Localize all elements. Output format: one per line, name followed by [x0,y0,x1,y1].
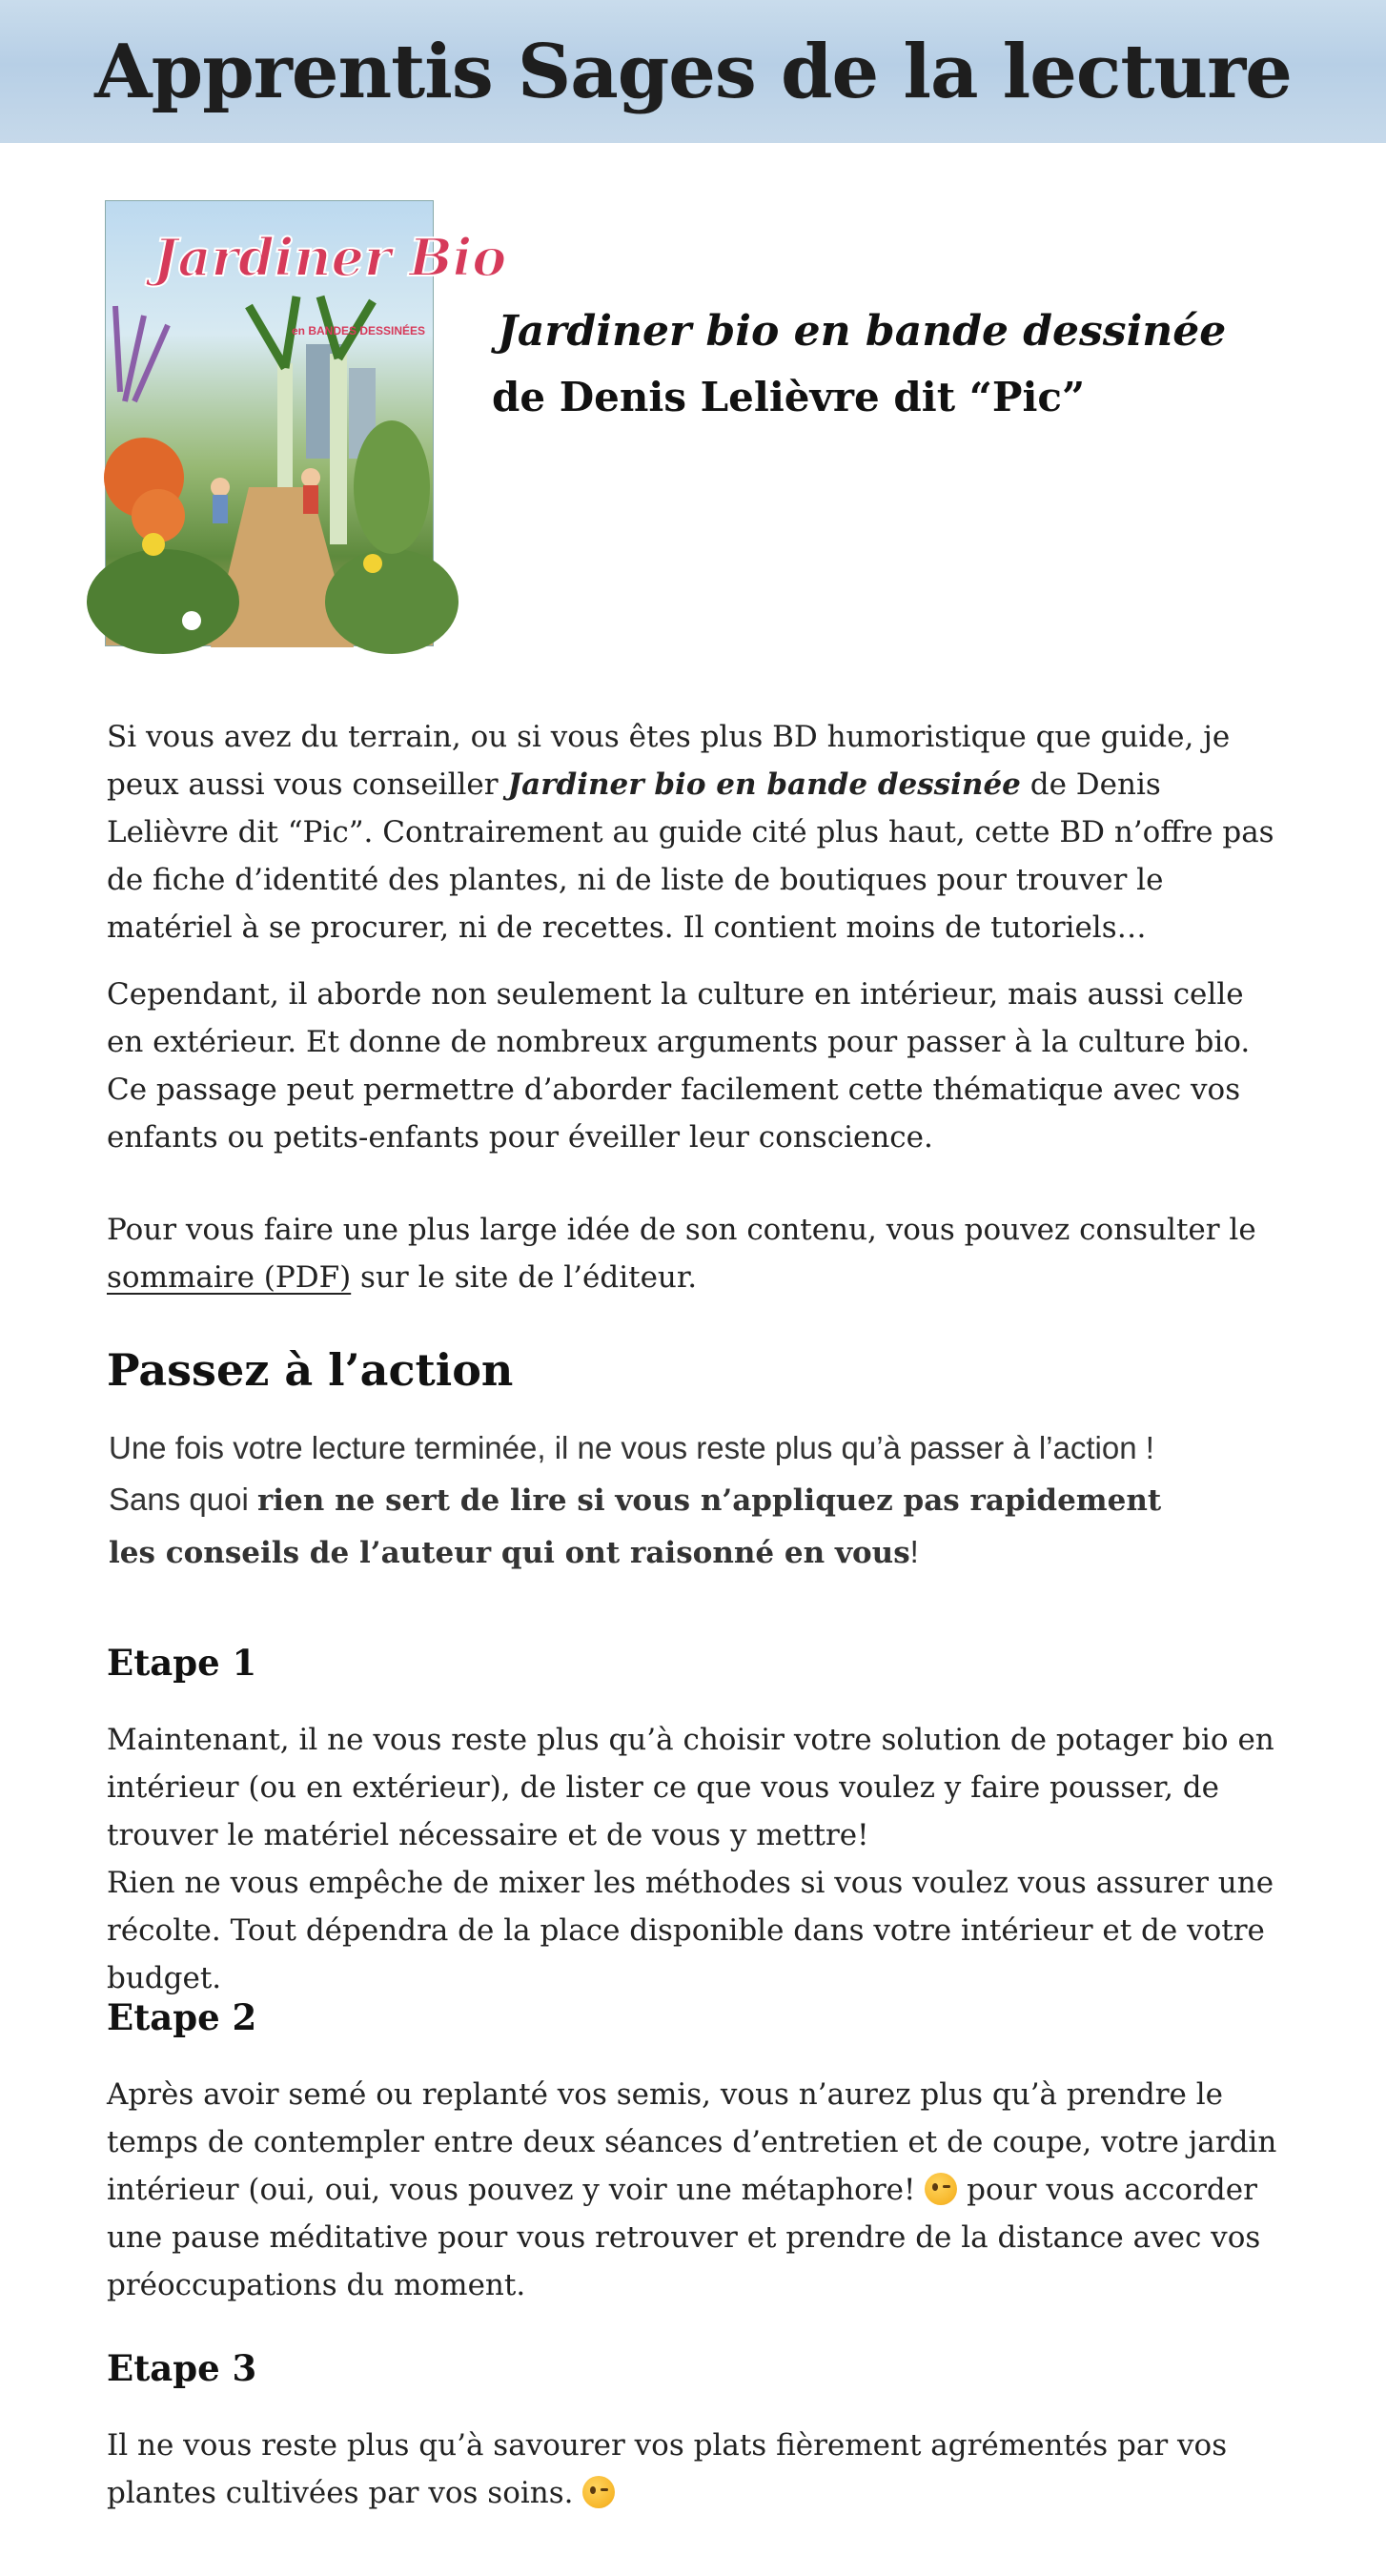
book-author: de Denis Lelièvre dit “Pic” [492,374,1086,420]
step-1-heading: Etape 1 [107,1642,257,1684]
step-3-heading: Etape 3 [107,2347,257,2389]
step-2-text-before: Après avoir semé ou replanté vos semis, vous n’aurez plus qu’à prendre le temps de contempler entre deux séances d’entretien et de coupe, votre jardin intérieur (oui, oui, vous pouvez y voir une métaphore! [107,2077,1277,2207]
intro-text: Pour vous faire une plus large idée de son contenu, vous pouvez consulter le [107,1213,1256,1247]
book-title-inline: Jardiner bio en bande dessinée [507,767,1021,802]
winking-face-icon [925,2173,957,2205]
winking-face-icon [582,2476,615,2508]
summary-pdf-link[interactable]: sommaire (PDF) [107,1260,352,1295]
step-2-text [107,2071,1285,2309]
intro-text: de Denis Lelièvre dit “Pic”. Contrairement au guide cité plus haut, cette BD n’offre pas de fiche d’identité des plantes, ni de liste de boutiques pour trouver le matériel à se procurer, ni de recettes. Il contient moins de tutoriels… [107,767,1274,945]
action-heading: Passez à l’action [107,1344,514,1396]
quote-bold-text: rien ne sert de lire si vous n’appliquez pas rapidement les conseils de l’auteur qui ont raisonné en vous [109,1483,1162,1570]
intro-paragraph-2: Cependant, il aborde non seulement la culture en intérieur, mais aussi celle en extérieur. Et donne de nombreux arguments pour passer à la culture bio. Ce passage peut permettre d’aborder facilement cette thématique avec vos enfants ou petits-enfants pour éveiller leur conscience. [107,977,1251,1155]
book-cover-image [105,200,507,646]
cover-subtitle: en BANDES DESSINÉES [292,324,426,337]
intro-text: Si vous avez du terrain, ou si vous êtes plus BD humoristique que guide, je peux aussi vous conseiller [107,720,1231,802]
step-3-text [107,2422,1285,2517]
step-3-text-before: Il ne vous reste plus qu’à savourer vos plats fièrement agrémentés par vos plantes cultivées par vos soins. [107,2428,1228,2510]
action-quote [109,1422,1176,1579]
intro-text: sur le site de l’éditeur. [351,1260,698,1295]
step-1-line-2: Rien ne vous empêche de mixer les méthodes si vous voulez vous assurer une récolte. Tout dépendra de la place disponible dans votre intérieur et de votre budget. [107,1866,1274,1995]
book-title: Jardiner bio en bande dessinée [498,307,1227,356]
quote-text: ! [909,1534,919,1569]
site-title[interactable]: Apprentis Sages de la lecture [94,28,1292,115]
cover-title: Jardiner Bio [153,227,507,288]
site-banner[interactable] [0,0,1386,143]
intro-paragraph-1 [107,713,1285,951]
step-2-text-after: pour vous accorder une pause méditative pour vous retrouver et prendre de la distance avec vos préoccupations du moment. [107,2173,1261,2302]
step-1-line-1: Maintenant, il ne vous reste plus qu’à choisir votre solution de potager bio en intérieur (ou en extérieur), de lister ce que vous voulez y faire pousser, de trouver le matériel nécessaire et de vous y mettre! [107,1723,1274,1852]
step-1-text [107,1716,1285,2002]
step-2-heading: Etape 2 [107,1996,257,2038]
intro-paragraph-3 [107,1206,1285,1301]
quote-text: Une fois votre lecture terminée, il ne vous reste plus qu’à passer à l’action ! Sans quoi [109,1430,1154,1517]
